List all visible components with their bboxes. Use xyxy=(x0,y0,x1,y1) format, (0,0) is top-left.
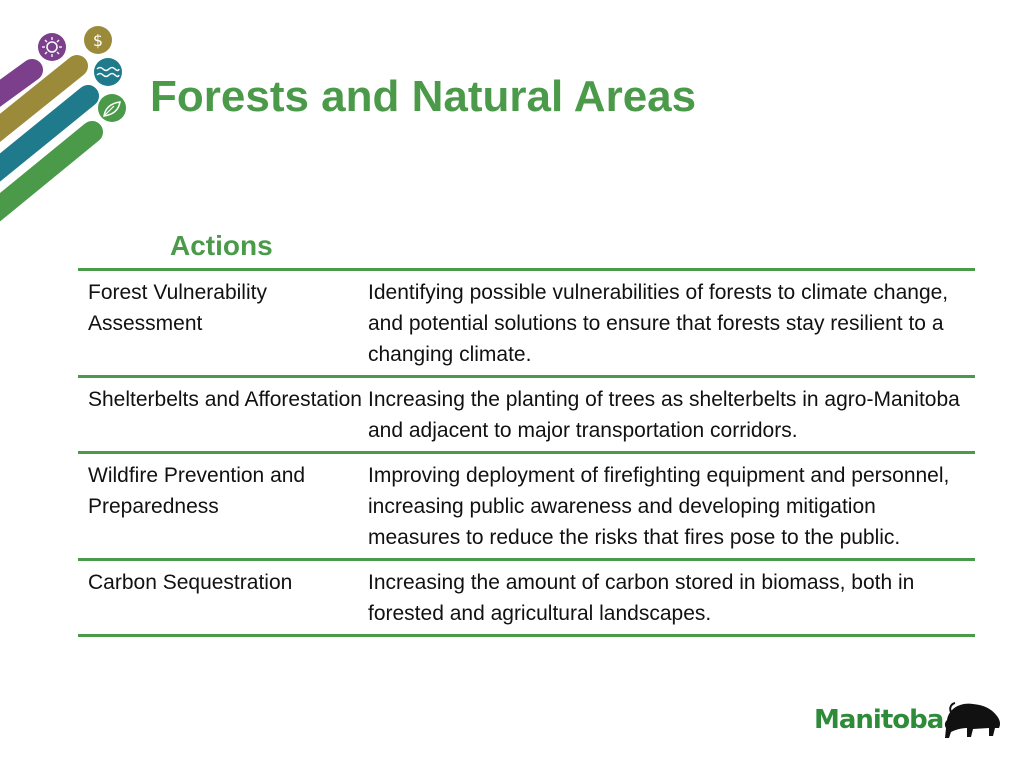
action-name: Carbon Sequestration xyxy=(88,571,293,594)
logo-wordmark: Manitoba xyxy=(814,705,944,735)
action-name: Shelterbelts and Afforestation xyxy=(88,388,362,411)
slide-title: Forests and Natural Areas xyxy=(150,72,697,121)
actions-table xyxy=(78,228,975,637)
water-wave-icon xyxy=(94,58,122,86)
actions-header xyxy=(78,228,975,268)
action-description: Increasing the amount of carbon stored in biomass, both in forested and agricultural landscapes. xyxy=(368,571,915,625)
svg-text:$: $ xyxy=(92,31,104,50)
table-row xyxy=(78,451,975,558)
action-name: Wildfire Prevention and Preparedness xyxy=(88,464,306,518)
corner-decoration xyxy=(0,0,140,250)
action-description: Improving deployment of firefighting equipment and personnel, increasing public awareness and developing mitigation measures to reduce the risks that fires pose to the public. xyxy=(368,464,950,549)
action-description: Identifying possible vulnerabilities of forests to climate change, and potential solutions to ensure that forests stay resilient to a changing climate. xyxy=(368,281,949,366)
table-row xyxy=(78,375,975,451)
bison-icon xyxy=(943,698,1003,742)
action-name: Forest Vulnerability Assessment xyxy=(88,281,267,335)
action-description: Increasing the planting of trees as shelterbelts in agro-Manitoba and adjacent to major transportation corridors. xyxy=(368,388,960,442)
actions-heading: Actions xyxy=(170,230,273,261)
manitoba-logo xyxy=(814,698,1003,742)
table-row xyxy=(78,268,975,375)
table-row xyxy=(78,558,975,637)
sun-icon xyxy=(38,33,66,61)
leaf-icon xyxy=(98,94,126,122)
money-icon xyxy=(84,26,112,54)
